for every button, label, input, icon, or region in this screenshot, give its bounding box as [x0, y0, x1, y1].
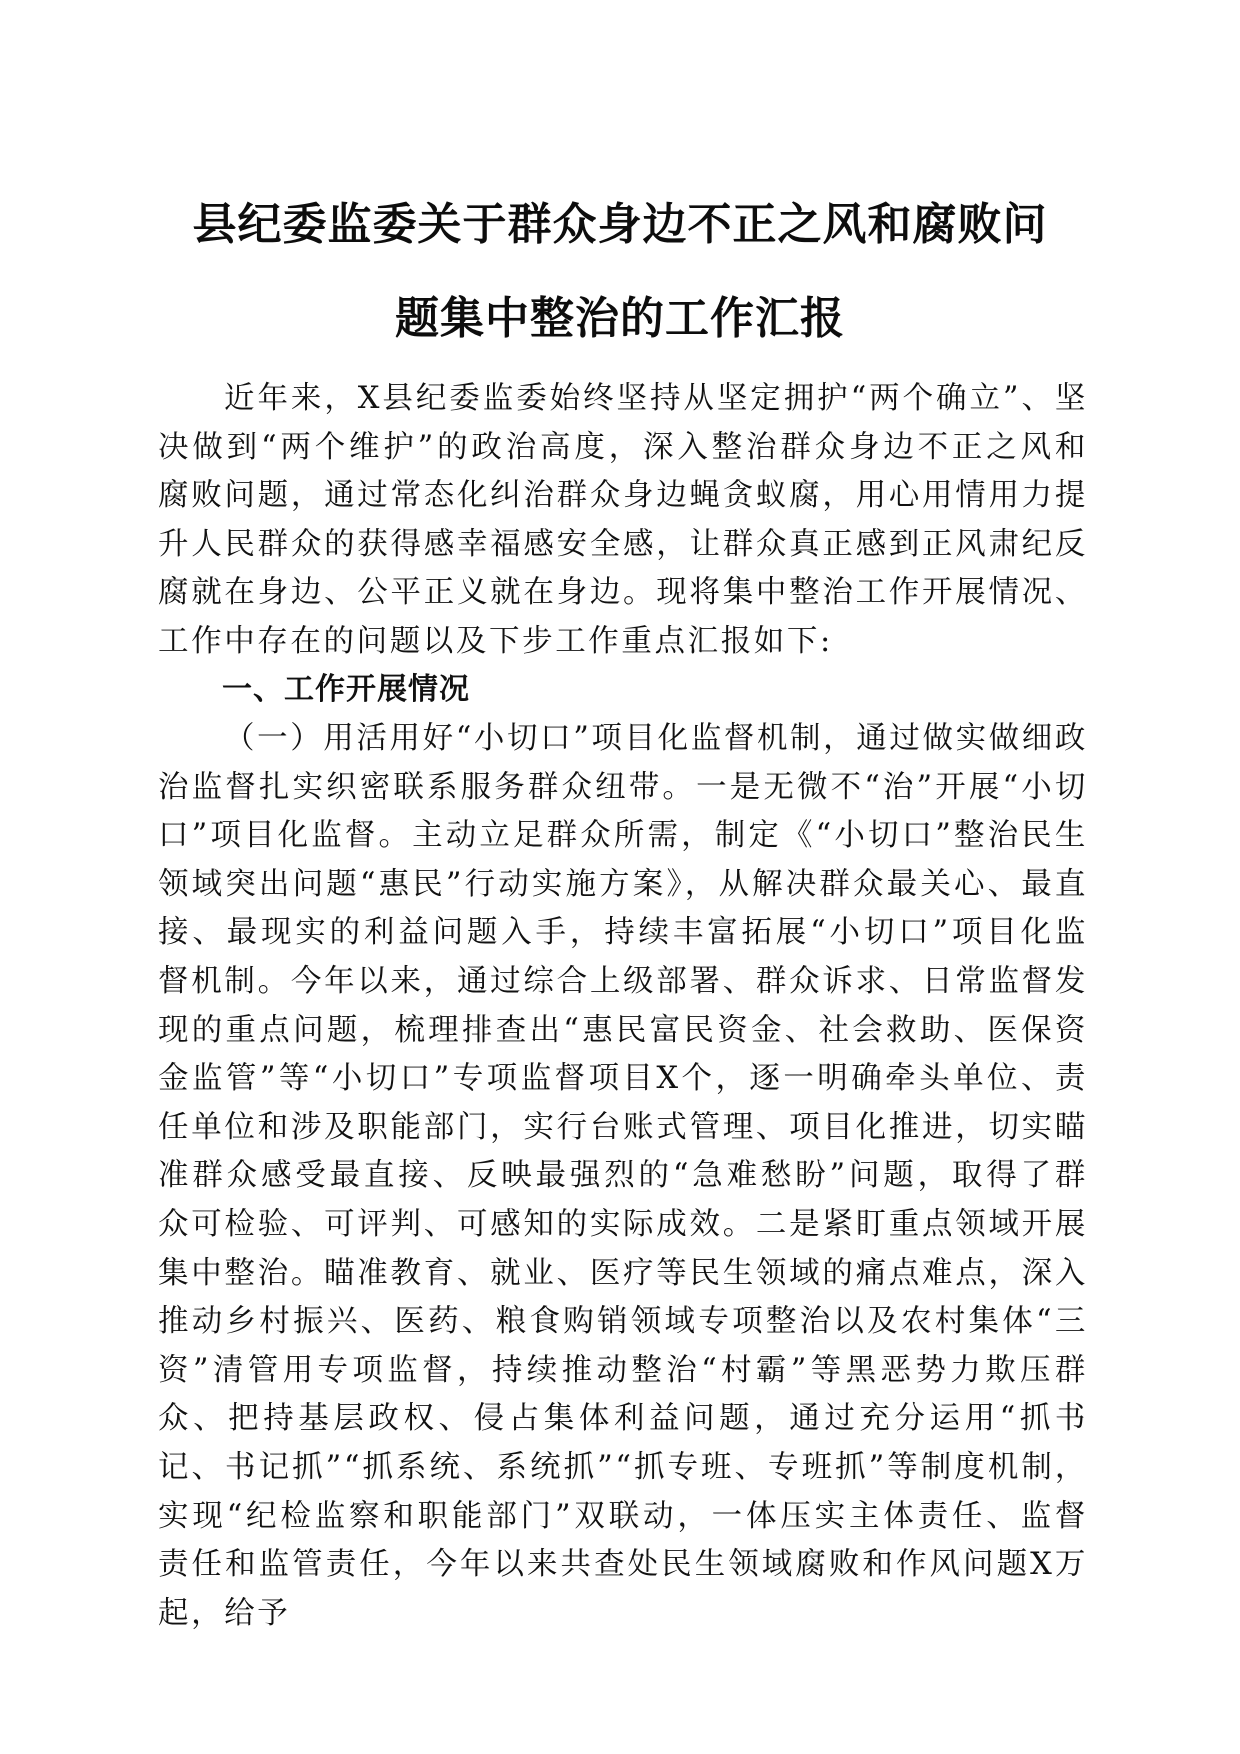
- section1-paragraph: （一）用活用好“小切口”项目化监督机制，通过做实做细政治监督扎实织密联系服务群众纽带。一是无微不“治”开展“小切口”项目化监督。主动立足群众所需，制定《“小切口”整治民生领域突出问题“惠民”行动实施方案》，从解决群众最关心、最直接、最现实的利益问题入手，持续丰富拓展“小切口”项目化监督机制。今年以来，通过综合上级部署、群众诉求、日常监督发现的重点问题，梳理排查出“惠民富民资金、社会救助、医保资金监管”等“小切口”专项监督项目X个，逐一明确牵头单位、责任单位和涉及职能部门，实行台账式管理、项目化推进，切实瞄准群众感受最直接、反映最强烈的“急难愁盼”问题，取得了群众可检验、可评判、可感知的实际成效。二是紧盯重点领域开展集中整治。瞄准教育、就业、医疗等民生领域的痛点难点，深入推动乡村振兴、医药、粮食购销领域专项整治以及农村集体“三资”清管用专项监督，持续推动整治“村霸”等黑恶势力欺压群众、把持基层政权、侵占集体利益问题，通过充分运用“抓书记、书记抓”“抓系统、系统抓”“抓专班、专班抓”等制度机制，实现“纪检监察和职能部门”双联动，一体压实主体责任、监督责任和监管责任，今年以来共查处民生领域腐败和作风问题X万起，给予: [158, 721, 1088, 1631]
- section-heading: 一、工作开展情况: [222, 672, 470, 707]
- document-title-line1: 县纪委监委关于群众身边不正之风和腐败问: [192, 199, 1048, 250]
- intro-paragraph: 近年来，X县纪委监委始终坚持从坚定拥护“两个确立”、坚决做到“两个维护”的政治高度，深入整治群众身边不正之风和腐败问题，通过常态化纠治群众身边蝇贪蚁腐，用心用情用力提升人民群众的获得感幸福感安全感，让群众真正感到正风肃纪反腐就在身边、公平正义就在身边。现将集中整治工作开展情况、工作中存在的问题以及下步工作重点汇报如下:: [158, 381, 1088, 659]
- document-title-line2: 题集中整治的工作汇报: [395, 293, 845, 344]
